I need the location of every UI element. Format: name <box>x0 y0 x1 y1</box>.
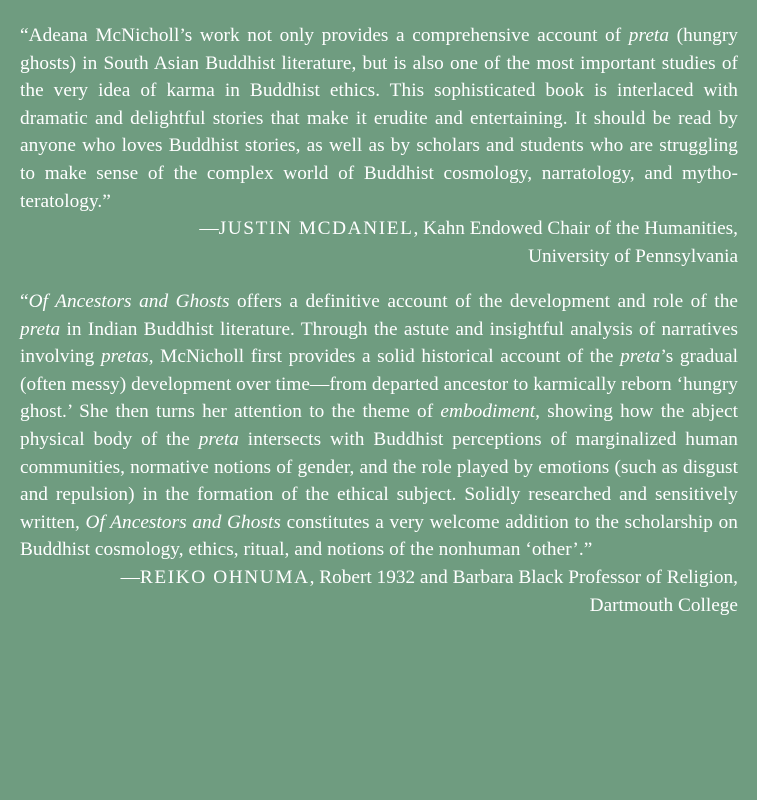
endorsement-mcdaniel <box>20 22 738 270</box>
endorser-name: JUSTIN MCDANIEL <box>218 218 414 240</box>
endorser-institution: University of Pennsylvania <box>528 245 738 267</box>
italic-term: preta <box>198 428 239 450</box>
endorsement-attribution: —JUSTIN MCDANIEL, Kahn Endowed Chair of the Humanities, University of Pennsylvania <box>20 215 738 270</box>
italic-term: preta <box>628 25 670 46</box>
endorser-name: REIKO OHNUMA <box>139 566 310 588</box>
endorsement-text: “Adeana McNicholl’s work not only provides a comprehensive account of preta (hungry ghosts) in South Asian Buddhist literature, but is also one of the most important studies of the very idea of karma in Buddhist ethics. This sophisticated book is interlaced with dramatic and delightful stories that make it erudite and entertaining. It should be read by anyone who loves Buddhist stories, as well as by scholars and students who are struggling to make sense of the complex world of Buddhist cosmology, narratology, and mytho-teratology.” <box>20 25 738 212</box>
endorsement-ohnuma <box>20 288 738 619</box>
italic-book-title: Of Ancestors and Ghosts <box>85 511 281 533</box>
endorsement-text: “Of Ancestors and Ghosts offers a definitive account of the development and role of the preta in Indian Buddhist literature. Through the astute and insightful analysis of narratives involving pretas, McNicholl first provides a solid historical account of the preta’s gradual (often messy) development over time—from departed ancestor to karmically reborn ‘hungry ghost.’ She then turns her attention to the theme of embodiment, showing how the abject physical body of the preta intersects with Buddhist perceptions of marginalized human communities, normative notions of gender, and the role played by emotions (such as disgust and repulsion) in the formation of the ethical subject. Solidly researched and sensitively written, Of Ancestors and Ghosts constitutes a very welcome addition to the scholarship on Buddhist cosmology, ethics, ritual, and notions of the nonhuman ‘other’.” <box>20 291 739 561</box>
italic-term: embodiment <box>440 401 536 423</box>
endorsement-attribution: —REIKO OHNUMA, Robert 1932 and Barbara Black Professor of Religion, Dartmouth College <box>20 564 738 619</box>
endorser-title: , Kahn Endowed Chair of the Humanities, <box>413 218 738 240</box>
endorser-institution: Dartmouth College <box>589 594 738 616</box>
italic-term: preta <box>620 346 661 368</box>
italic-book-title: Of Ancestors and Ghosts <box>28 291 230 312</box>
italic-term: preta <box>20 318 61 340</box>
endorser-title: , Robert 1932 and Barbara Black Professor of Religion, <box>309 566 738 588</box>
italic-term: pretas <box>100 346 149 368</box>
